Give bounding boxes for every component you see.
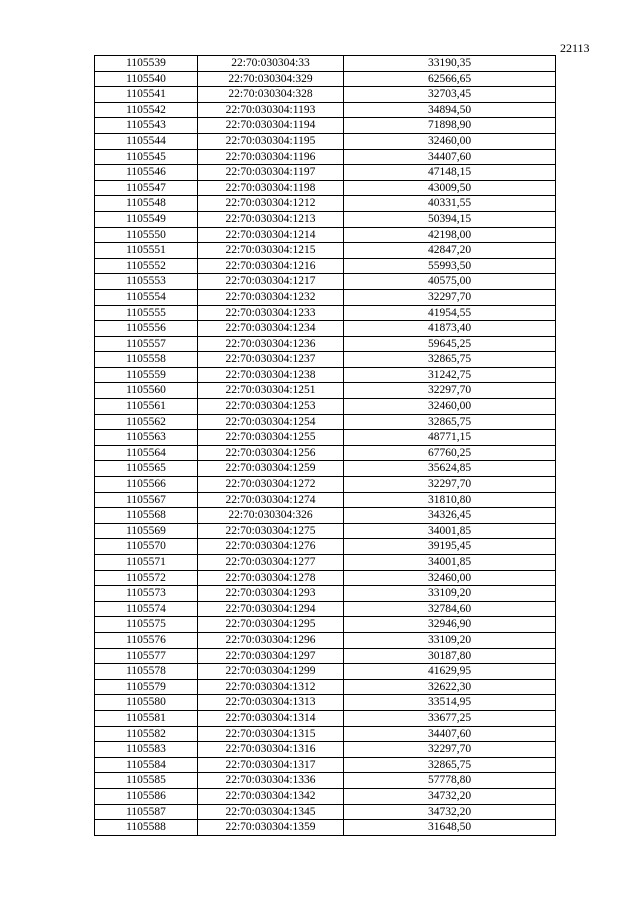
table-row: [95, 352, 556, 368]
table-row: [95, 601, 556, 617]
value-cell: 30187,80: [344, 648, 556, 664]
cadastral-number-cell: 22:70:030304:1272: [198, 477, 344, 493]
cadastral-number-cell: 22:70:030304:1234: [198, 321, 344, 337]
cadastral-number-cell: 22:70:030304:1238: [198, 367, 344, 383]
value-cell: 34732,20: [344, 804, 556, 820]
table-row: [95, 102, 556, 118]
value-cell: 32297,70: [344, 383, 556, 399]
value-cell: 34001,85: [344, 523, 556, 539]
cadastral-number-cell: 22:70:030304:1314: [198, 710, 344, 726]
table-row: [95, 788, 556, 804]
value-cell: 41629,95: [344, 664, 556, 680]
cadastral-number-cell: 22:70:030304:1255: [198, 430, 344, 446]
record-number-cell: 1105569: [95, 523, 198, 539]
value-cell: 71898,90: [344, 118, 556, 134]
value-cell: 34326,45: [344, 508, 556, 524]
value-cell: 32703,45: [344, 87, 556, 103]
registry-table-body: [95, 56, 556, 836]
record-number-cell: 1105552: [95, 258, 198, 274]
value-cell: 40575,00: [344, 274, 556, 290]
value-cell: 32297,70: [344, 289, 556, 305]
table-row: [95, 492, 556, 508]
record-number-cell: 1105583: [95, 742, 198, 758]
table-row: [95, 87, 556, 103]
cadastral-number-cell: 22:70:030304:1198: [198, 180, 344, 196]
page-number: 22113: [560, 41, 590, 55]
cadastral-number-cell: 22:70:030304:1197: [198, 165, 344, 181]
table-row: [95, 71, 556, 87]
table-row: [95, 648, 556, 664]
cadastral-number-cell: 22:70:030304:1193: [198, 102, 344, 118]
record-number-cell: 1105581: [95, 710, 198, 726]
cadastral-number-cell: 22:70:030304:328: [198, 87, 344, 103]
cadastral-number-cell: 22:70:030304:1293: [198, 586, 344, 602]
record-number-cell: 1105557: [95, 336, 198, 352]
table-row: [95, 289, 556, 305]
record-number-cell: 1105554: [95, 289, 198, 305]
value-cell: 33109,20: [344, 632, 556, 648]
value-cell: 48771,15: [344, 430, 556, 446]
record-number-cell: 1105588: [95, 820, 198, 836]
cadastral-number-cell: 22:70:030304:1296: [198, 632, 344, 648]
table-row: [95, 118, 556, 134]
table-row: [95, 258, 556, 274]
cadastral-number-cell: 22:70:030304:1317: [198, 757, 344, 773]
table-row: [95, 133, 556, 149]
value-cell: 32946,90: [344, 617, 556, 633]
record-number-cell: 1105561: [95, 399, 198, 415]
record-number-cell: 1105551: [95, 243, 198, 259]
value-cell: 50394,15: [344, 211, 556, 227]
value-cell: 41873,40: [344, 321, 556, 337]
cadastral-number-cell: 22:70:030304:1312: [198, 679, 344, 695]
record-number-cell: 1105564: [95, 445, 198, 461]
record-number-cell: 1105559: [95, 367, 198, 383]
record-number-cell: 1105566: [95, 477, 198, 493]
record-number-cell: 1105546: [95, 165, 198, 181]
value-cell: 42847,20: [344, 243, 556, 259]
table-row: [95, 321, 556, 337]
record-number-cell: 1105545: [95, 149, 198, 165]
cadastral-number-cell: 22:70:030304:1253: [198, 399, 344, 415]
table-row: [95, 570, 556, 586]
cadastral-number-cell: 22:70:030304:1194: [198, 118, 344, 134]
record-number-cell: 1105560: [95, 383, 198, 399]
cadastral-number-cell: 22:70:030304:1342: [198, 788, 344, 804]
cadastral-number-cell: 22:70:030304:1345: [198, 804, 344, 820]
table-row: [95, 773, 556, 789]
record-number-cell: 1105556: [95, 321, 198, 337]
record-number-cell: 1105572: [95, 570, 198, 586]
record-number-cell: 1105565: [95, 461, 198, 477]
value-cell: 32865,75: [344, 414, 556, 430]
cadastral-number-cell: 22:70:030304:1215: [198, 243, 344, 259]
cadastral-number-cell: 22:70:030304:1295: [198, 617, 344, 633]
value-cell: 33190,35: [344, 56, 556, 72]
record-number-cell: 1105587: [95, 804, 198, 820]
cadastral-number-cell: 22:70:030304:1274: [198, 492, 344, 508]
table-row: [95, 804, 556, 820]
value-cell: 33109,20: [344, 586, 556, 602]
table-row: [95, 539, 556, 555]
table-row: [95, 196, 556, 212]
record-number-cell: 1105577: [95, 648, 198, 664]
table-row: [95, 695, 556, 711]
table-row: [95, 274, 556, 290]
value-cell: 67760,25: [344, 445, 556, 461]
cadastral-number-cell: 22:70:030304:1294: [198, 601, 344, 617]
table-row: [95, 149, 556, 165]
record-number-cell: 1105555: [95, 305, 198, 321]
cadastral-number-cell: 22:70:030304:1212: [198, 196, 344, 212]
value-cell: 55993,50: [344, 258, 556, 274]
value-cell: 32460,00: [344, 133, 556, 149]
record-number-cell: 1105562: [95, 414, 198, 430]
cadastral-number-cell: 22:70:030304:1233: [198, 305, 344, 321]
record-number-cell: 1105563: [95, 430, 198, 446]
value-cell: 32460,00: [344, 570, 556, 586]
value-cell: 57778,80: [344, 773, 556, 789]
table-row: [95, 742, 556, 758]
table-row: [95, 227, 556, 243]
value-cell: 34001,85: [344, 555, 556, 571]
value-cell: 42198,00: [344, 227, 556, 243]
cadastral-number-cell: 22:70:030304:1297: [198, 648, 344, 664]
cadastral-number-cell: 22:70:030304:1316: [198, 742, 344, 758]
value-cell: 41954,55: [344, 305, 556, 321]
table-row: [95, 757, 556, 773]
table-row: [95, 243, 556, 259]
record-number-cell: 1105553: [95, 274, 198, 290]
record-number-cell: 1105543: [95, 118, 198, 134]
value-cell: 34407,60: [344, 149, 556, 165]
cadastral-number-cell: 22:70:030304:1278: [198, 570, 344, 586]
cadastral-number-cell: 22:70:030304:1195: [198, 133, 344, 149]
record-number-cell: 1105573: [95, 586, 198, 602]
cadastral-number-cell: 22:70:030304:1196: [198, 149, 344, 165]
table-row: [95, 336, 556, 352]
cadastral-number-cell: 22:70:030304:1315: [198, 726, 344, 742]
value-cell: 31648,50: [344, 820, 556, 836]
table-row: [95, 305, 556, 321]
cadastral-number-cell: 22:70:030304:326: [198, 508, 344, 524]
value-cell: 32784,60: [344, 601, 556, 617]
value-cell: 33514,95: [344, 695, 556, 711]
value-cell: 32622,30: [344, 679, 556, 695]
table-row: [95, 726, 556, 742]
cadastral-number-cell: 22:70:030304:1313: [198, 695, 344, 711]
record-number-cell: 1105550: [95, 227, 198, 243]
table-row: [95, 477, 556, 493]
record-number-cell: 1105584: [95, 757, 198, 773]
cadastral-number-cell: 22:70:030304:1213: [198, 211, 344, 227]
registry-table: [94, 55, 556, 836]
cadastral-number-cell: 22:70:030304:1277: [198, 555, 344, 571]
table-row: [95, 710, 556, 726]
record-number-cell: 1105540: [95, 71, 198, 87]
value-cell: 34732,20: [344, 788, 556, 804]
value-cell: 43009,50: [344, 180, 556, 196]
value-cell: 32460,00: [344, 399, 556, 415]
record-number-cell: 1105586: [95, 788, 198, 804]
table-row: [95, 508, 556, 524]
cadastral-number-cell: 22:70:030304:1299: [198, 664, 344, 680]
value-cell: 47148,15: [344, 165, 556, 181]
record-number-cell: 1105585: [95, 773, 198, 789]
record-number-cell: 1105558: [95, 352, 198, 368]
table-row: [95, 523, 556, 539]
cadastral-number-cell: 22:70:030304:1232: [198, 289, 344, 305]
record-number-cell: 1105574: [95, 601, 198, 617]
table-row: [95, 586, 556, 602]
value-cell: 33677,25: [344, 710, 556, 726]
value-cell: 32865,75: [344, 757, 556, 773]
record-number-cell: 1105580: [95, 695, 198, 711]
record-number-cell: 1105544: [95, 133, 198, 149]
record-number-cell: 1105575: [95, 617, 198, 633]
value-cell: 40331,55: [344, 196, 556, 212]
cadastral-number-cell: 22:70:030304:1216: [198, 258, 344, 274]
record-number-cell: 1105570: [95, 539, 198, 555]
table-row: [95, 617, 556, 633]
cadastral-number-cell: 22:70:030304:1256: [198, 445, 344, 461]
cadastral-number-cell: 22:70:030304:1251: [198, 383, 344, 399]
table-row: [95, 555, 556, 571]
value-cell: 31242,75: [344, 367, 556, 383]
table-row: [95, 414, 556, 430]
value-cell: 62566,65: [344, 71, 556, 87]
value-cell: 34894,50: [344, 102, 556, 118]
cadastral-number-cell: 22:70:030304:1237: [198, 352, 344, 368]
cadastral-number-cell: 22:70:030304:1217: [198, 274, 344, 290]
record-number-cell: 1105547: [95, 180, 198, 196]
table-row: [95, 165, 556, 181]
cadastral-number-cell: 22:70:030304:33: [198, 56, 344, 72]
table-row: [95, 383, 556, 399]
cadastral-number-cell: 22:70:030304:1254: [198, 414, 344, 430]
value-cell: 32297,70: [344, 477, 556, 493]
cadastral-number-cell: 22:70:030304:1214: [198, 227, 344, 243]
value-cell: 32297,70: [344, 742, 556, 758]
record-number-cell: 1105567: [95, 492, 198, 508]
table-row: [95, 664, 556, 680]
record-number-cell: 1105539: [95, 56, 198, 72]
record-number-cell: 1105582: [95, 726, 198, 742]
value-cell: 32865,75: [344, 352, 556, 368]
record-number-cell: 1105571: [95, 555, 198, 571]
record-number-cell: 1105549: [95, 211, 198, 227]
cadastral-number-cell: 22:70:030304:1275: [198, 523, 344, 539]
table-row: [95, 367, 556, 383]
value-cell: 31810,80: [344, 492, 556, 508]
cadastral-number-cell: 22:70:030304:1276: [198, 539, 344, 555]
cadastral-number-cell: 22:70:030304:329: [198, 71, 344, 87]
record-number-cell: 1105542: [95, 102, 198, 118]
cadastral-number-cell: 22:70:030304:1336: [198, 773, 344, 789]
value-cell: 39195,45: [344, 539, 556, 555]
table-row: [95, 679, 556, 695]
record-number-cell: 1105568: [95, 508, 198, 524]
table-row: [95, 399, 556, 415]
table-row: [95, 820, 556, 836]
table-row: [95, 180, 556, 196]
table-row: [95, 632, 556, 648]
record-number-cell: 1105548: [95, 196, 198, 212]
table-row: [95, 430, 556, 446]
value-cell: 34407,60: [344, 726, 556, 742]
value-cell: 35624,85: [344, 461, 556, 477]
table-row: [95, 56, 556, 72]
record-number-cell: 1105576: [95, 632, 198, 648]
cadastral-number-cell: 22:70:030304:1236: [198, 336, 344, 352]
value-cell: 59645,25: [344, 336, 556, 352]
cadastral-number-cell: 22:70:030304:1359: [198, 820, 344, 836]
table-row: [95, 211, 556, 227]
record-number-cell: 1105579: [95, 679, 198, 695]
table-row: [95, 445, 556, 461]
table-row: [95, 461, 556, 477]
record-number-cell: 1105541: [95, 87, 198, 103]
record-number-cell: 1105578: [95, 664, 198, 680]
cadastral-number-cell: 22:70:030304:1259: [198, 461, 344, 477]
